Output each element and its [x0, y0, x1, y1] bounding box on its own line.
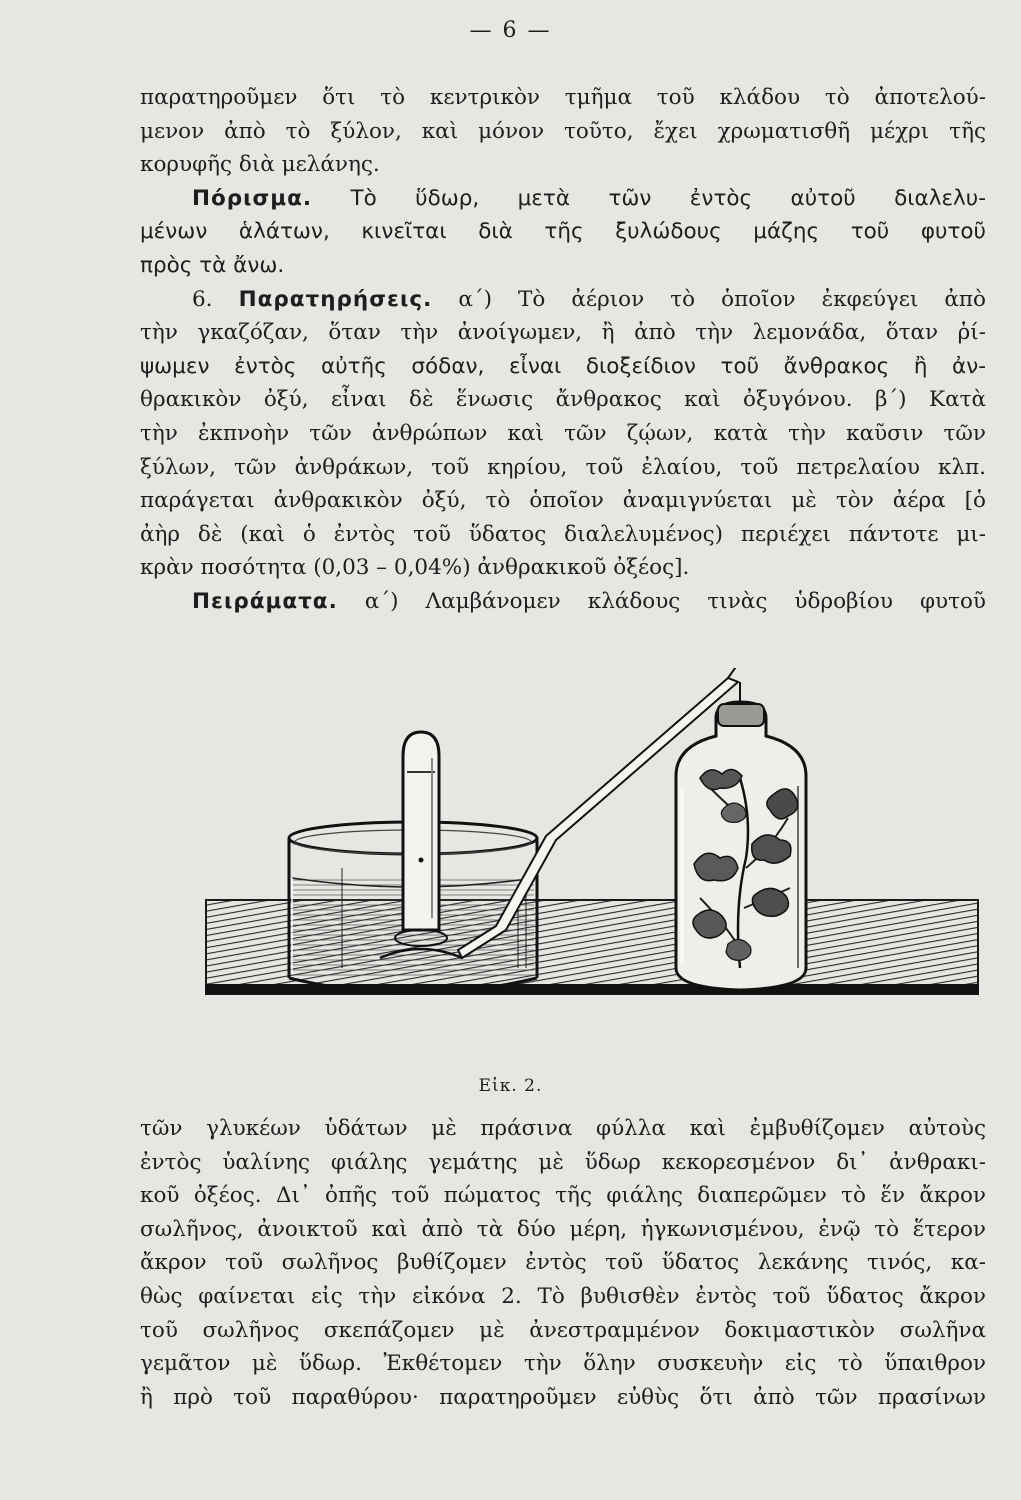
text-line: παράγεται ἀνθρακικὸν ὀξύ, τὸ ὁποῖον ἀναμιγνύεται μὲ τὸν ἀέρα [ὁ [140, 488, 986, 514]
porisma-text: Τὸ ὕδωρ, μετὰ τῶν ἐντὸς αὐτοῦ διαλελυ- [350, 185, 986, 211]
text-line: γεμᾶτον μὲ ὕδωρ. Ἐκθέτομεν τὴν ὅλην συσκευὴν εἰς τὸ ὕπαιθρον [140, 1351, 986, 1377]
lower-text-block [140, 1112, 986, 1414]
experiments-text: α΄) Λαμβάνομεν κλάδους τινὰς ὑδροβίου φυτοῦ [364, 588, 986, 614]
observations-text: α΄) Τὸ ἀέριον τὸ ὁποῖον ἐκφεύγει ἀπὸ [458, 286, 986, 312]
text-line: τῶν γλυκέων ὑδάτων μὲ πράσινα φύλλα καὶ ἐμβυθίζομεν αὐτοὺς [140, 1116, 986, 1141]
observations-label: Παρατηρήσεις. [238, 286, 433, 312]
glass-bottle-with-plant [676, 702, 806, 990]
text-line: ἢ πρὸ τοῦ παραθύρου· παρατηροῦμεν εὐθὺς ὅτι ἀπὸ τῶν πρασίνων [140, 1384, 986, 1410]
text-line: παρατηροῦμεν ὅτι τὸ κεντρικὸν τμῆμα τοῦ κλάδου τὸ ἀποτελού- [140, 85, 986, 110]
text-line: τοῦ σωλῆνος σκεπάζομεν μὲ ἀνεστραμμένον δοκιμαστικὸν σωλῆνα [140, 1317, 986, 1343]
porisma-label: Πόρισμα. [192, 185, 313, 211]
text-line: ἄκρον τοῦ σωλῆνος βυθίζομεν ἐντὸς τοῦ ὕδατος λεκάνης τινός, κα- [140, 1250, 986, 1276]
text-line: θρακικὸν ὀξύ, εἶναι δὲ ἕνωσις ἄνθρακος καὶ ὀξυγόνου. β΄) Κατὰ [140, 387, 986, 413]
observations-heading-line [140, 283, 986, 317]
text-line: ψωμεν ἐντὸς αὐτῆς σόδαν, εἶναι διοξείδιον τοῦ ἄνθρακος ἢ ἀν- [140, 353, 986, 379]
text-line: ἀὴρ δὲ (καὶ ὁ ἐντὸς τοῦ ὕδατος διαλελυμένος) περιέχει πάντοτε μι- [140, 521, 986, 547]
text-line: πρὸς τὰ ἄνω. [140, 252, 285, 278]
upper-text-block [140, 81, 986, 619]
text-line: κορυφῆς διὰ μελάνης. [140, 152, 380, 178]
experiments-heading-line [140, 585, 986, 619]
porisma-heading-line [140, 182, 986, 216]
page-number: — 6 — [469, 18, 552, 43]
figure-caption: Εἰκ. 2. [478, 1076, 543, 1096]
text-line: ξύλων, τῶν ἀνθράκων, τοῦ κηρίου, τοῦ ἐλαίου, τοῦ πετρελαίου κλπ. [140, 454, 986, 480]
text-line: μενον ἀπὸ τὸ ξύλον, καὶ μόνον τοῦτο, ἔχει χρωματισθῆ μέχρι τῆς [140, 118, 986, 144]
text-line: θὼς φαίνεται εἰς τὴν εἰκόνα 2. Τὸ βυθισθὲν ἐντὸς τοῦ ὕδατος ἄκρον [140, 1283, 986, 1309]
section-number: 6. [192, 286, 213, 312]
text-line: τὴν ἐκπνοὴν τῶν ἀνθρώπων καὶ τῶν ζῴων, κατὰ τὴν καῦσιν τῶν [140, 420, 986, 446]
text-line: σωλῆνος, ἀνοικτοῦ καὶ ἀπὸ τὰ δύο μέρη, ἠγκωνισμένου, ἐνῷ τὸ ἕτερον [140, 1216, 986, 1242]
text-line: κρὰν ποσότητα (0,03 – 0,04%) ἀνθρακικοῦ ὀξέος]. [140, 555, 690, 581]
experiments-label: Πειράματα. [192, 588, 338, 614]
apparatus-illustration [200, 668, 1000, 1018]
text-line: κοῦ ὀξέος. Δι᾽ ὀπῆς τοῦ πώματος τῆς φιάλης διαπερῶμεν τὸ ἕν ἄκρον [140, 1183, 986, 1209]
text-line: ἐντὸς ὑαλίνης φιάλης γεμάτης μὲ ὕδωρ κεκορεσμένον δι᾽ ἀνθρακι- [140, 1149, 986, 1175]
text-line: μένων ἁλάτων, κινεῖται διὰ τῆς ξυλώδους μάζης τοῦ φυτοῦ [140, 219, 986, 245]
text-line: τὴν γκαζόζαν, ὅταν τὴν ἀνοίγωμεν, ἢ ἀπὸ τὴν λεμονάδα, ὅταν ῥί- [140, 320, 986, 346]
